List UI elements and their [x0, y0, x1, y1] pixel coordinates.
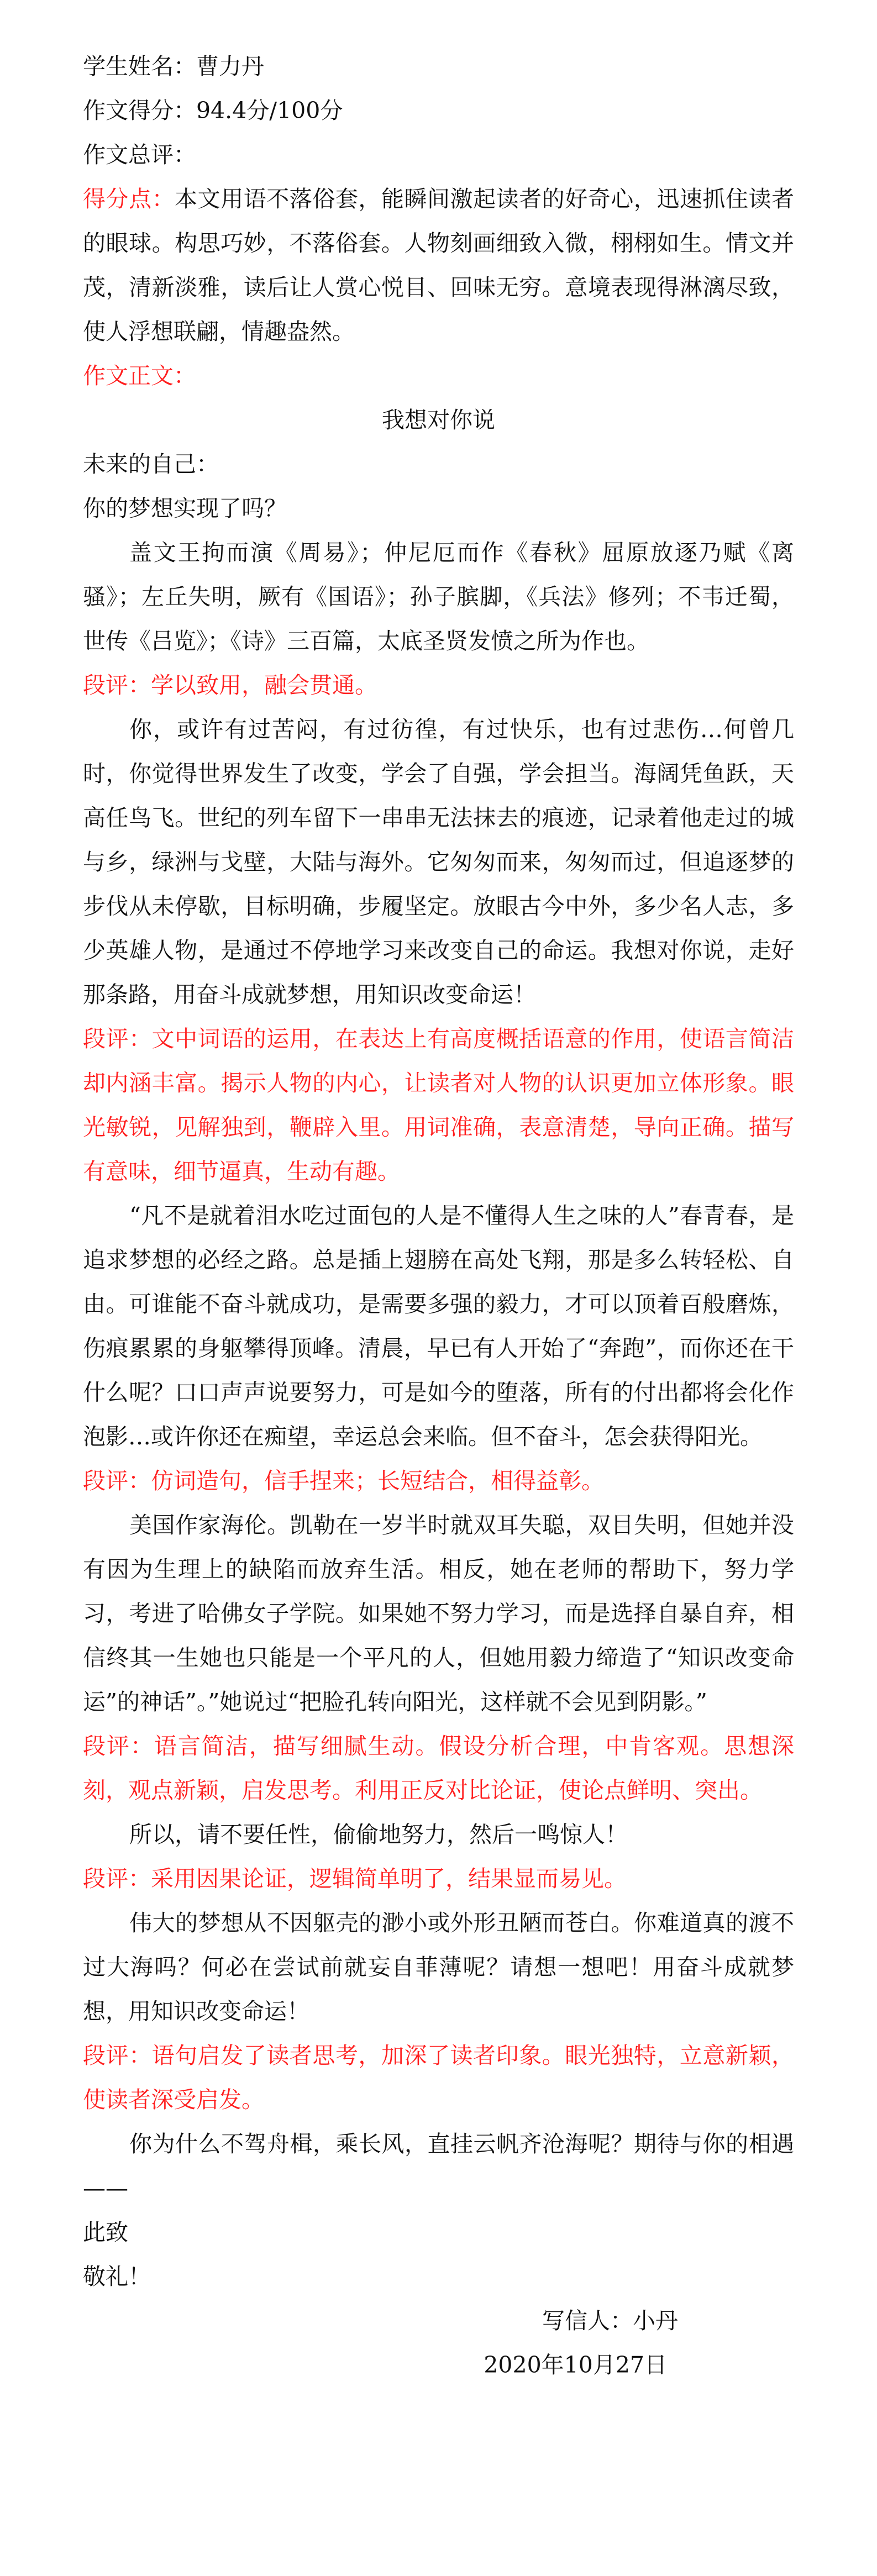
- paragraph-comment-5: 段评：采用因果论证，逻辑简单明了，结果显而易见。: [83, 1865, 627, 1892]
- paragraph-comment-6: 段评：语句启发了读者思考，加深了读者印象。眼光独特，立意新颖，使读者深受启发。: [83, 2042, 794, 2113]
- essay-score: 作文得分：94.4分/100分: [83, 97, 343, 124]
- paragraph-6: 伟大的梦想从不因躯壳的渺小或外形丑陋而苍白。你难道真的渡不过大海吗？何必在尝试前就妄自菲薄呢？请想一想吧！用奋斗成就梦想，用知识改变命运！: [83, 1910, 794, 2025]
- paragraph-1: 盖文王拘而演《周易》；仲尼厄而作《春秋》屈原放逐乃赋《离骚》；左丘失明，厥有《国语》；孙子膑脚，《兵法》修列；不韦迁蜀，世传《吕览》；《诗》三百篇，太底圣贤发愤之所为作也。: [83, 539, 794, 654]
- essay-title: 我想对你说: [382, 407, 495, 433]
- opening-question: 你的梦想实现了吗？: [83, 495, 287, 522]
- essay-body-label: 作文正文：: [83, 362, 196, 389]
- paragraph-3: “凡不是就着泪水吃过面包的人是不懂得人生之味的人”春青春，是追求梦想的必经之路。总是插上翅膀在高处飞翔，那是多么转轻松、自由。可谁能不奋斗就成功，是需要多强的毅力，才可以顶着百般磨炼，伤痕累累的身躯攀得顶峰。清晨，早已有人开始了“奔跑”，而你还在干什么呢？口口声声说要努力，可是如今的堕落，所有的付出都将会化作泡影…或许你还在痴望，幸运总会来临。但不奋斗，怎会获得阳光。: [83, 1202, 794, 1450]
- student-name: 学生姓名：曹力丹: [83, 53, 264, 80]
- paragraph-comment-1: 段评：学以致用，融会贯通。: [83, 672, 377, 698]
- score-points-label: 得分点：: [83, 186, 175, 212]
- score-points-text: 本文用语不落俗套，能瞬间激起读者的好奇心，迅速抓住读者的眼球。构思巧妙，不落俗套。人物刻画细致入微，栩栩如生。情文并茂，清新淡雅，读后让人赏心悦目、回味无穷。意境表现得淋漓尽致，使人浮想联翩，情趣盎然。: [83, 186, 795, 345]
- review-label: 作文总评：: [83, 141, 196, 168]
- closing-salutation-1: 此致: [83, 2219, 128, 2246]
- letter-date: 2020年10月27日: [484, 2352, 667, 2378]
- closing-salutation-2: 敬礼！: [83, 2263, 151, 2290]
- paragraph-7: 你为什么不驾舟楫，乘长风，直挂云帆齐沧海呢？期待与你的相遇——: [83, 2131, 794, 2201]
- letter-signature: 写信人：小丹: [542, 2307, 678, 2334]
- paragraph-5: 所以，请不要任性，偷偷地努力，然后一鸣惊人！: [129, 1821, 628, 1848]
- overall-review: [83, 177, 794, 354]
- paragraph-comment-4: 段评：语言简洁，描写细腻生动。假设分析合理，中肯客观。思想深刻，观点新颖，启发思考。利用正反对比论证，使论点鲜明、突出。: [83, 1733, 794, 1804]
- paragraph-4: 美国作家海伦。凯勒在一岁半时就双耳失聪，双目失明，但她并没有因为生理上的缺陷而放弃生活。相反，她在老师的帮助下，努力学习，考进了哈佛女子学院。如果她不努力学习，而是选择自暴自弃，相信终其一生她也只能是一个平凡的人，但她用毅力缔造了“知识改变命运”的神话”。”她说过“把脸孔转向阳光，这样就不会见到阴影。”: [83, 1512, 794, 1715]
- paragraph-2: 你，或许有过苦闷，有过彷徨，有过快乐，也有过悲伤…何曾几时，你觉得世界发生了改变，学会了自强，学会担当。海阔凭鱼跃，天高任鸟飞。世纪的列车留下一串串无法抹去的痕迹，记录着他走过的城与乡，绿洲与戈壁，大陆与海外。它匆匆而来，匆匆而过，但追逐梦的步伐从未停歇，目标明确，步履坚定。放眼古今中外，多少名人志，多少英雄人物，是通过不停地学习来改变自己的命运。我想对你说，走好那条路，用奋斗成就梦想，用知识改变命运！: [83, 716, 794, 1008]
- letter-greeting: 未来的自己：: [83, 451, 219, 477]
- paragraph-comment-2: 段评：文中词语的运用，在表达上有高度概括语意的作用，使语言简洁却内涵丰富。揭示人物的内心，让读者对人物的认识更加立体形象。眼光敏锐，见解独到，鞭辟入里。用词准确，表意清楚，导向正确。描写有意味，细节逼真，生动有趣。: [83, 1026, 794, 1185]
- paragraph-comment-3: 段评：仿词造句，信手捏来；长短结合，相得益彰。: [83, 1468, 604, 1494]
